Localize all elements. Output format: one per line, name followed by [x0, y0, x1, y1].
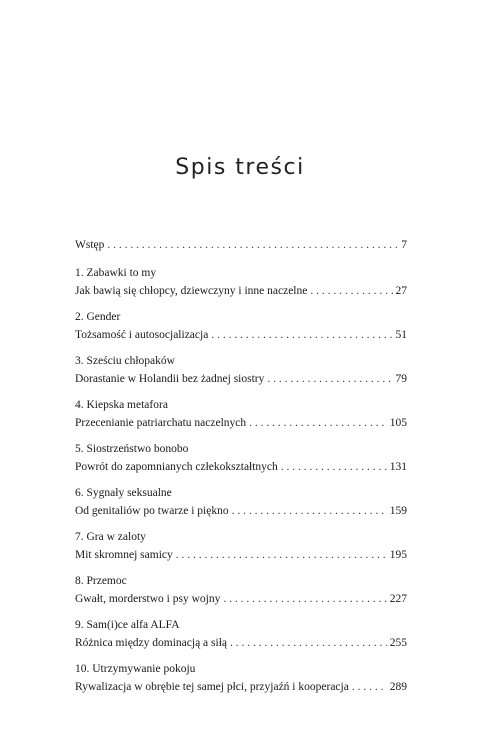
- dot-leader: [211, 326, 392, 344]
- chapter-heading: 6. Sygnały seksualne: [75, 487, 172, 499]
- toc-line: [75, 458, 407, 476]
- toc-line: [75, 282, 407, 300]
- chapter-subtitle: Rywalizacja w obrębie tej samej płci, przyjaźń i kooperacja: [75, 681, 349, 693]
- toc-line: [75, 546, 407, 564]
- toc-entry-chapter-7: [75, 528, 407, 564]
- page-number: 195: [389, 549, 407, 561]
- chapter-subtitle: Jak bawią się chłopcy, dziewczyny i inne naczelne: [75, 285, 308, 297]
- toc-entry-chapter-10: [75, 660, 407, 696]
- table-of-contents: [75, 236, 407, 704]
- toc-line: [75, 370, 407, 388]
- toc-entry-chapter-9: [75, 616, 407, 652]
- page-number: 105: [389, 417, 407, 429]
- toc-entry-chapter-6: [75, 484, 407, 520]
- toc-entry-intro: [75, 236, 407, 254]
- toc-entry-chapter-3: [75, 352, 407, 388]
- toc-entry-chapter-1: [75, 264, 407, 300]
- toc-entry-chapter-8: [75, 572, 407, 608]
- chapter-heading: 5. Siostrzeństwo bonobo: [75, 443, 189, 455]
- page-number: 289: [389, 681, 407, 693]
- chapter-subtitle: Gwałt, morderstwo i psy wojny: [75, 593, 221, 605]
- page-number: 255: [389, 637, 407, 649]
- toc-line: [75, 590, 407, 608]
- chapter-heading: 7. Gra w zaloty: [75, 531, 146, 543]
- page-title: Spis treści: [175, 155, 305, 180]
- chapter-subtitle: Tożsamość i autosocjalizacja: [75, 329, 209, 341]
- page-number: 79: [395, 373, 407, 385]
- dot-leader: [223, 590, 386, 608]
- dot-leader: [352, 678, 387, 696]
- toc-entry-chapter-2: [75, 308, 407, 344]
- dot-leader: [281, 458, 387, 476]
- page-number: 7: [401, 239, 407, 251]
- toc-line: [75, 414, 407, 432]
- toc-line: [75, 634, 407, 652]
- chapter-subtitle: Mit skromnej samicy: [75, 549, 173, 561]
- toc-line: [75, 502, 407, 520]
- dot-leader: [107, 236, 398, 254]
- page-number: 51: [395, 329, 407, 341]
- dot-leader: [310, 282, 392, 300]
- toc-entry-chapter-5: [75, 440, 407, 476]
- toc-entry-chapter-4: [75, 396, 407, 432]
- chapter-heading: 8. Przemoc: [75, 575, 127, 587]
- chapter-subtitle: Dorastanie w Holandii bez żadnej siostry: [75, 373, 265, 385]
- chapter-heading: 1. Zabawki to my: [75, 267, 157, 279]
- chapter-subtitle: Powrót do zapomnianych człekokształtnych: [75, 461, 278, 473]
- toc-line: [75, 236, 407, 254]
- toc-line: [75, 326, 407, 344]
- dot-leader: [267, 370, 392, 388]
- page-number: 227: [389, 593, 407, 605]
- chapter-subtitle: Przecenianie patriarchatu naczelnych: [75, 417, 247, 429]
- chapter-heading: 4. Kiepska metafora: [75, 399, 168, 411]
- chapter-heading: 9. Sam(i)ce alfa ALFA: [75, 619, 180, 631]
- chapter-subtitle: Od genitaliów po twarze i piękno: [75, 505, 229, 517]
- page-number: 27: [395, 285, 407, 297]
- dot-leader: [176, 546, 387, 564]
- chapter-subtitle: Różnica między dominacją a siłą: [75, 637, 227, 649]
- chapter-heading: 10. Utrzymywanie pokoju: [75, 663, 196, 675]
- chapter-heading: 2. Gender: [75, 311, 121, 323]
- toc-line: [75, 678, 407, 696]
- page-number: 131: [389, 461, 407, 473]
- toc-entry-title: Wstęp: [75, 239, 105, 251]
- dot-leader: [230, 634, 387, 652]
- chapter-heading: 3. Sześciu chłopaków: [75, 355, 175, 367]
- page-number: 159: [389, 505, 407, 517]
- dot-leader: [249, 414, 387, 432]
- dot-leader: [232, 502, 387, 520]
